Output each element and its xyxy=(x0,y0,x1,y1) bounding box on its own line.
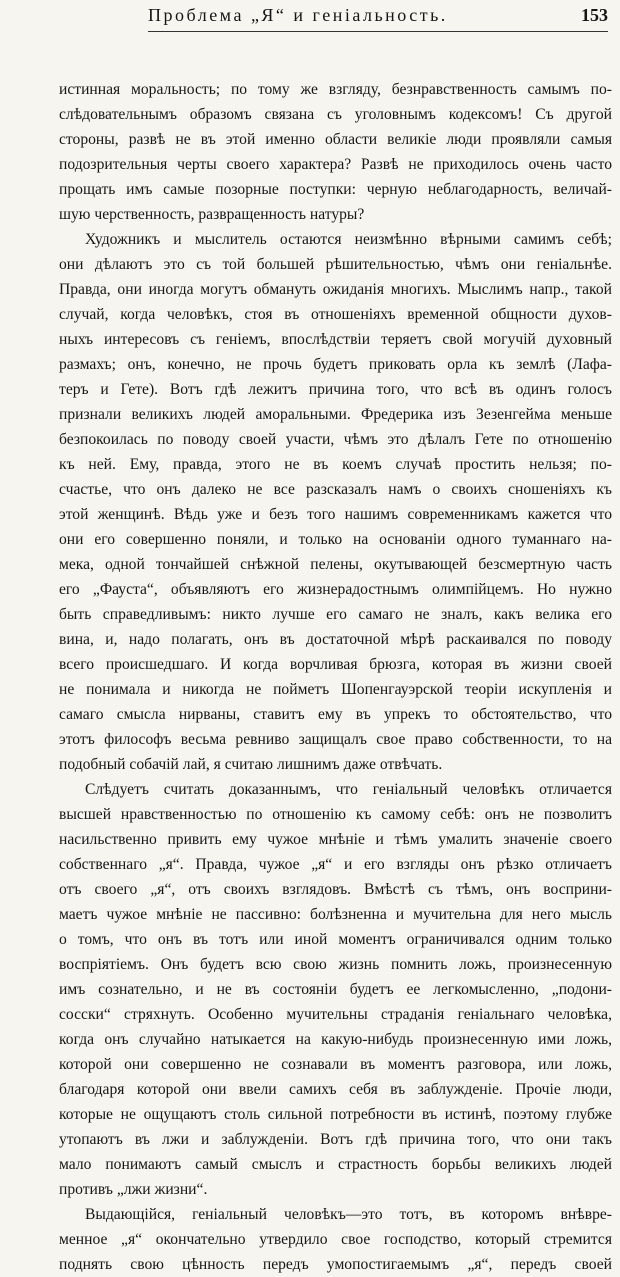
text-line: мека, одной тончайшей снѣжной пелены, окутывающей безсмертную часть xyxy=(59,556,612,573)
text-line: Слѣдуетъ считать доказаннымъ, что геніальный человѣкъ отличается xyxy=(85,781,612,798)
text-line: отъ своего „я“, отъ своихъ взглядовъ. Вмѣстѣ съ тѣмъ, онъ восприни- xyxy=(59,881,612,898)
text-line: признали великихъ людей аморальными. Фредерика изъ Зезенгейма меньше xyxy=(59,406,612,423)
text-line: размахъ; онъ, конечно, не прочь будетъ приковать орла къ землѣ (Лафа- xyxy=(59,356,612,373)
text-line: противъ „лжи жизни“. xyxy=(59,1181,208,1198)
text-line: прощать имъ самые позорные поступки: черную неблагодарность, величай- xyxy=(59,181,612,198)
page-number: 153 xyxy=(581,5,608,25)
text-line: теръ и Гете). Вотъ гдѣ лежитъ причина того, что всѣ въ одинъ голосъ xyxy=(59,381,612,398)
text-line: самаго смысла нирваны, ставитъ ему въ упрекъ то обстоятельство, что xyxy=(59,706,612,723)
text-line: ныхъ интересовъ съ геніемъ, впослѣдствіи теряетъ свой могучій духовный xyxy=(59,331,612,348)
text-line: имъ сознательно, и не въ состояніи будетъ ее легкомысленно, „подони- xyxy=(59,981,612,998)
text-line: его „Фауста“, объявляютъ его жизнерадостнымъ олимпійцемъ. Но нужно xyxy=(59,581,612,598)
text-line: слѣдовательнымъ образомъ связана съ уголовнымъ кодексомъ! Съ другой xyxy=(59,106,612,123)
text-line: быть справедливымъ: никто лучше его самаго не зналъ, какъ велика его xyxy=(59,606,612,623)
text-line: вина, и, надо полагать, онъ въ достаточной мѣрѣ раскаивался по поводу xyxy=(59,631,612,648)
text-line: стороны, развѣ не въ этой именно области великіе люди проявляли самыя xyxy=(59,131,612,148)
running-header xyxy=(108,3,608,29)
text-line: маетъ чужое мнѣніе не пассивно: болѣзненна и мучительна для него мысль xyxy=(59,906,612,923)
text-line: не понимала и никогда не пойметъ Шопенгауэрской теоріи искупленія и xyxy=(59,681,612,698)
text-line: къ ней. Ему, правда, этого не въ коемъ случаѣ простить нельзя; по- xyxy=(59,456,612,473)
text-line: когда онъ случайно натыкается на какую-нибудь произнесенную ими ложь, xyxy=(59,1031,612,1048)
text-line: шую черственность, развращенность натуры? xyxy=(59,206,365,223)
running-title: Проблема „Я“ и геніальность. xyxy=(148,5,448,25)
text-line: утопаютъ въ лжи и заблужденіи. Вотъ гдѣ причина того, что они такъ xyxy=(59,1131,612,1148)
text-line: безпокоилась по поводу своей участи, чѣмъ это дѣлалъ Гете по отношенію xyxy=(59,431,612,448)
text-line: Правда, они иногда могутъ обмануть ожиданія многихъ. Мыслимъ напр., такой xyxy=(59,281,612,298)
text-line: воспріятіемъ. Онъ будетъ всю свою жизнь помнить ложь, произнесенную xyxy=(59,956,612,973)
text-line: насильственно привить ему чужое мнѣніе и тѣмъ умалить значеніе своего xyxy=(59,831,612,848)
text-line: подозрительныя черты своего характера? Развѣ не приходилось очень часто xyxy=(59,156,612,173)
body-text xyxy=(59,77,612,1277)
text-line: благодаря которой они ввели самихъ себя въ заблужденіе. Прочіе люди, xyxy=(59,1081,612,1098)
text-line: о томъ, что онъ въ тотъ или иной моментъ ограничивался одним только xyxy=(59,931,612,948)
text-line: этой женщинѣ. Вѣдь уже и безъ того нашимъ современникамъ кажется что xyxy=(59,506,612,523)
text-line: счастье, что онъ далеко не все разсказалъ намъ о своихъ сношеніяхъ къ xyxy=(59,481,612,498)
text-line: они дѣлаютъ это съ той большей рѣшительностью, чѣмъ они геніальнѣе. xyxy=(59,256,612,273)
text-line: случай, когда человѣкъ, стоя въ отношеніяхъ временной общности духов- xyxy=(59,306,612,323)
text-line: всего происшедшаго. И когда ворчливая брюзга, которая въ жизни своей xyxy=(59,656,612,673)
text-line: поднять свою цѣнность передъ умопостигаемымъ „я“, передъ своей xyxy=(59,1256,612,1273)
text-line: Художникъ и мыслитель остаются неизмѣнно вѣрными самимъ себѣ; xyxy=(85,231,612,248)
text-line: высшей нравственностью по отношенію къ самому себѣ: онъ не позволитъ xyxy=(59,806,612,823)
text-line: сосски“ стряхнуть. Особенно мучительны страданія геніальнаго человѣка, xyxy=(59,1006,612,1023)
header-rule xyxy=(148,31,608,32)
text-line: этотъ философъ весьма ревниво защищалъ свое право собственности, то на xyxy=(59,731,612,748)
text-line: которые не ощущаютъ столь сильной потребности въ истинѣ, поэтому глубже xyxy=(59,1106,612,1123)
text-line: истинная моральность; по тому же взгляду, безнравственность самымъ по- xyxy=(59,81,612,98)
text-line: они его совершенно поняли, и только на основаніи одного туманнаго на- xyxy=(59,531,612,548)
text-line: которой они совершенно не сознавали въ моментъ разговора, или ложь, xyxy=(59,1056,612,1073)
text-line: менное „я“ окончательно утвердило свое господство, который стремится xyxy=(59,1231,612,1248)
text-line: Выдающійся, геніальный человѣкъ—это тотъ, въ которомъ внѣвре- xyxy=(85,1206,612,1223)
text-line: собственнаго „я“. Правда, чужое „я“ и его взгляды онъ рѣзко отличаетъ xyxy=(59,856,612,873)
text-line: подобный собачій лай, я считаю лишнимъ даже отвѣчать. xyxy=(59,756,443,773)
text-line: мало понимаютъ самый смыслъ и страстность борьбы великихъ людей xyxy=(59,1156,612,1173)
